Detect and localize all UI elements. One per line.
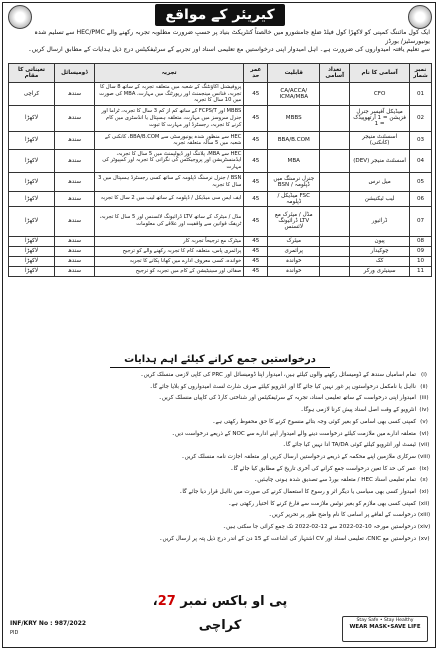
instructions-heading: درخواستیں جمع کرانے کیلئے اہم ہدایات — [110, 353, 330, 368]
cell-serial: 05 — [410, 172, 432, 191]
wear-mask-badge — [342, 616, 428, 642]
cell-count — [320, 236, 350, 246]
cell-post: CFO — [350, 83, 410, 106]
instruction-text: امیدوار کسی بھی سیاسی یا دیگر اثر و رسوخ کا استعمال کرنے کی صورت میں نااہل قرار دیا جائے گا۔ — [179, 489, 416, 496]
instruction-text: ٹیسٹ اور انٹرویو کیلئے کوئی TA/DA ادا نہیں کیا جائے گا۔ — [282, 442, 416, 449]
instruction-number: (ii) — [420, 383, 428, 390]
cell-qualification: MBBS — [268, 105, 320, 131]
cell-serial: 01 — [410, 83, 432, 106]
header-age: عمر حد — [244, 64, 268, 83]
table-row — [9, 131, 432, 149]
cell-experience: مڈل / میٹرک کے ساتھ LTV ڈرائیونگ لائسنس اور 5 سال کا تجربہ، ٹریفک قوانین سے واقفیت اور علاقے کی معلومات — [94, 206, 243, 236]
cell-location: لاکھڑا — [9, 246, 55, 256]
instruction-number: (vi) — [419, 430, 429, 437]
cell-domicile: سندھ — [54, 191, 94, 206]
cell-serial: 09 — [410, 246, 432, 256]
cell-count — [320, 246, 350, 256]
po-box-number: 27 — [157, 594, 176, 609]
cell-count — [320, 266, 350, 276]
table-row — [9, 256, 432, 266]
instruction-text: تمام تعلیمی اسناد HEC / متعلقہ بورڈ سے تصدیق شدہ ہونی چاہئیں۔ — [253, 477, 416, 484]
cell-domicile: سندھ — [54, 206, 94, 236]
table-row — [9, 191, 432, 206]
cell-experience: ایف ایس سی میڈیکل / ڈپلومہ کے ساتھ لیب میں 2 سال کا تجربہ — [94, 191, 243, 206]
cell-location: لاکھڑا — [9, 236, 55, 246]
badge-line1: Stay Safe • Stay Healthy — [356, 618, 414, 623]
instruction-number: (x) — [420, 477, 428, 484]
cell-location: لاکھڑا — [9, 266, 55, 276]
emblem-icon-right — [408, 5, 432, 29]
instruction-number: (v) — [420, 418, 428, 425]
cell-age: 45 — [244, 256, 268, 266]
cell-experience: HEC سے MBA، پلاننگ اور ڈیولپمنٹ میں 5 سال کا تجربہ، ایڈمنسٹریشن اور پروجیکٹس کی نگرانی کا تجربہ اور کمپیوٹر کی مہارت — [94, 149, 243, 172]
cell-post: لیب ٹیکنیشن — [350, 191, 410, 206]
instruction-item — [8, 464, 432, 476]
cell-age: 45 — [244, 149, 268, 172]
cell-post: پیون — [350, 236, 410, 246]
instruction-text: امیدوار اپنی درخواست کے ساتھ تعلیمی اسناد، تجربہ کے سرٹیفکیٹس اور شناختی کارڈ کی کاپیاں منسلک کریں۔ — [158, 395, 416, 402]
header-serial: نمبر شمار — [410, 64, 432, 83]
cell-experience: صفائی اور سینیٹیشن کے کام میں تجربہ کو ترجیح — [94, 266, 243, 276]
cell-count — [320, 149, 350, 172]
instruction-item — [8, 534, 432, 546]
cell-location: لاکھڑا — [9, 206, 55, 236]
cell-age: 45 — [244, 266, 268, 276]
cell-domicile: سندھ — [54, 131, 94, 149]
cell-post: اسسٹنٹ منیجر (DEV) — [350, 149, 410, 172]
instruction-item — [8, 393, 432, 405]
instruction-text: کمپنی کسی بھی اسامی کو بغیر کوئی وجہ بتائے منسوخ کرنے کا حق محفوظ رکھتی ہے۔ — [212, 418, 416, 425]
header-post: آسامی کا نام — [350, 64, 410, 83]
table-row — [9, 246, 432, 256]
table-row — [9, 105, 432, 131]
cell-experience: میٹرک مع ترجیحاً تجربہ کار — [94, 236, 243, 246]
instruction-item — [8, 499, 432, 511]
cell-experience: خواندہ، کسی معروف ادارے میں کھانا پکانے کا تجربہ — [94, 256, 243, 266]
table-row — [9, 172, 432, 191]
instruction-item — [8, 440, 432, 452]
instruction-number: (i) — [421, 372, 427, 378]
instruction-item — [8, 475, 432, 487]
cell-age: 45 — [244, 191, 268, 206]
intro-line: سے تعلیم یافتہ امیدواروں کی ضرورت ہے۔ اہل امیدوار اپنی درخواستیں مع تعلیمی اسناد اور تجربے کے سرٹیفکیٹس درج ذیل ہدایات کے مطابق ارسال کریں۔ — [28, 46, 430, 53]
cell-qualification: FSC میڈیکل / ڈپلومہ — [268, 191, 320, 206]
header-count: تعداد آسامی — [320, 64, 350, 83]
cell-post: میل نرس — [350, 172, 410, 191]
cell-post: ڈرائیور — [350, 206, 410, 236]
cell-age: 45 — [244, 206, 268, 236]
cell-location: لاکھڑا — [9, 191, 55, 206]
cell-domicile: سندھ — [54, 83, 94, 106]
instruction-number: (xv) — [418, 535, 430, 542]
table-row — [9, 236, 432, 246]
instruction-text: متعلقہ ادارے میں ملازمت کیلئے درخواست دینے والے امیدوار اپنے ادارے سے NOC کے ذریعے درخواست دیں۔ — [171, 430, 416, 437]
instruction-number: (xii) — [418, 500, 430, 507]
cell-age: 45 — [244, 246, 268, 256]
cell-qualification: مڈل / میٹرک مع LTV ڈرائیونگ لائسنس — [268, 206, 320, 236]
instruction-item — [8, 510, 432, 522]
cell-serial: 10 — [410, 256, 432, 266]
cell-qualification: میٹرک — [268, 236, 320, 246]
cell-location: لاکھڑا — [9, 256, 55, 266]
instruction-item — [8, 417, 432, 429]
reference-number: INF/KRY No : 987/2022 — [10, 620, 87, 627]
header-domicile: ڈومیسائل — [54, 64, 94, 83]
instruction-number: (vii) — [418, 442, 430, 449]
cell-experience: MBBS اور FCPS/T کے ساتھ کم از کم 3 سال کا تجربہ، ٹراما اور جنرل سروسز میں مہارت، متعلقہ ہسپتال یا انڈسٹری میں کام کرنے کا تجربہ، رجسٹرڈ اور مہارت کا ثبوت — [94, 105, 243, 131]
instruction-number: (xiv) — [417, 524, 431, 531]
cell-domicile: سندھ — [54, 266, 94, 276]
cell-location: لاکھڑا — [9, 172, 55, 191]
cell-experience: BSN / جنرل نرسنگ ڈپلومہ کے ساتھ کسی رجسٹرڈ ہسپتال میں 3 سال کا تجربہ — [94, 172, 243, 191]
intro-line: ایک کول مائننگ کمپنی کو لاکھڑا کول فیلڈ ضلع جامشورو میں خالصتاً کنٹریکٹ بنیاد پر حسبِ ضرورت مطلوبہ تجربہ رکھنے والے HEC/PMC سے تسلیم شدہ یونیورسٹیز/ بورڈز — [34, 29, 430, 45]
badge-line2: WEAR MASK•SAVE LIFE — [349, 624, 421, 630]
instruction-text: کمپنی کسی بھی ملازم کو بغیر نوٹس ملازمت سے فارغ کرنے کا اختیار رکھتی ہے۔ — [228, 500, 416, 507]
instruction-item — [8, 405, 432, 417]
po-box-address — [150, 590, 290, 633]
cell-count — [320, 105, 350, 131]
header-qualification: قابلیت — [268, 64, 320, 83]
header-experience: تجربہ — [94, 64, 243, 83]
emblem-icon-left — [8, 5, 32, 29]
table-row — [9, 149, 432, 172]
instruction-item — [8, 487, 432, 499]
cell-age: 45 — [244, 172, 268, 191]
instruction-text: تمام اسامیاں سندھ کے ڈومیسائل رکھنے والوں کیلئے ہیں، امیدوار اپنا ڈومیسائل اور PRC کی کاپی لازمی منسلک کریں۔ — [140, 372, 416, 378]
intro-text — [10, 29, 430, 55]
cell-experience: پروفیشنل اکاؤنٹنگ کے شعبہ میں متعلقہ تجربہ کے ساتھ 8 سال کا تجربہ، فنانس مینجمنٹ اور رپورٹنگ میں مہارت، MBA کی صورت میں 10 سال کا تجربہ — [94, 83, 243, 106]
cell-age: 45 — [244, 105, 268, 131]
cell-experience: HEC سے منظور شدہ یونیورسٹی سے BBA/B.COM، کانکنی کے شعبہ میں 5 سالہ متعلقہ تجربہ — [94, 131, 243, 149]
cell-count — [320, 131, 350, 149]
cell-serial: 04 — [410, 149, 432, 172]
cell-post: میڈیکل آفیسر جنرل فزیشن = 1 آرتھوپیڈک = 1 — [350, 105, 410, 131]
cell-post: اسسٹنٹ منیجر (کانکنی) — [350, 131, 410, 149]
cell-qualification: جنرل نرسنگ میں ڈپلومہ / BSN — [268, 172, 320, 191]
po-box-prefix: پی او باکس نمبر — [180, 594, 288, 609]
table-row — [9, 206, 432, 236]
instruction-number: (iv) — [419, 407, 429, 414]
cell-domicile: سندھ — [54, 246, 94, 256]
instruction-text: درخواستیں مورخہ 10-02-2022 سے 12-02-2022 تک جمع کرائی جا سکتی ہیں۔ — [222, 524, 416, 531]
cell-location: لاکھڑا — [9, 105, 55, 131]
instruction-number: (viii) — [417, 453, 431, 460]
instruction-number: (ix) — [419, 465, 429, 472]
cell-count — [320, 206, 350, 236]
cell-age: 45 — [244, 236, 268, 246]
cell-count — [320, 191, 350, 206]
table-header-row — [9, 64, 432, 83]
cell-count — [320, 172, 350, 191]
instruction-text: درخواست کے لفافے پر اسامی کا نام واضح طور پر تحریر کریں۔ — [268, 512, 416, 519]
cell-post: چوکیدار — [350, 246, 410, 256]
cell-qualification: CA/ACCA/ ICMA/MBA — [268, 83, 320, 106]
instruction-text: درخواستیں مع CNIC، تعلیمی اسناد اور CV اشتہار کی اشاعت کے 15 دن کے اندر درج ذیل پتہ پر ارسال کریں۔ — [159, 535, 416, 542]
page-title: کیریئر کے مواقع — [155, 4, 285, 26]
cell-serial: 06 — [410, 191, 432, 206]
table-row — [9, 266, 432, 276]
cell-qualification: BBA/B.COM — [268, 131, 320, 149]
instruction-number: (xi) — [419, 489, 429, 496]
cell-qualification: پرائمری — [268, 246, 320, 256]
instruction-number: (iii) — [419, 395, 429, 402]
cell-serial: 02 — [410, 105, 432, 131]
instruction-number: (xiii) — [417, 512, 431, 519]
instruction-text: سرکاری ملازمین اپنے محکمہ کے ذریعے درخواستیں ارسال کریں اور متعلقہ اجازت نامہ منسلک کریں۔ — [181, 453, 416, 460]
pid-label: PID — [10, 630, 19, 636]
cell-serial: 03 — [410, 131, 432, 149]
header-location: تعیناتی کا مقام — [9, 64, 55, 83]
cell-location: لاکھڑا — [9, 149, 55, 172]
cell-domicile: سندھ — [54, 149, 94, 172]
instruction-text: انٹرویو کے وقت اصل اسناد پیش کرنا لازمی ہوگا۔ — [300, 407, 416, 414]
instruction-item — [8, 370, 432, 382]
cell-qualification: خواندہ — [268, 266, 320, 276]
cell-count — [320, 83, 350, 106]
cell-qualification: خواندہ — [268, 256, 320, 266]
cell-age: 45 — [244, 131, 268, 149]
cell-serial: 07 — [410, 206, 432, 236]
cell-serial: 11 — [410, 266, 432, 276]
cell-post: سینیٹری ورکر — [350, 266, 410, 276]
cell-qualification: MBA — [268, 149, 320, 172]
cell-domicile: سندھ — [54, 172, 94, 191]
cell-domicile: سندھ — [54, 105, 94, 131]
instruction-text: نااہل یا نامکمل درخواستوں پر غور نہیں کیا جائے گا اور انٹرویو کیلئے صرف شارٹ لسٹ امیدواروں کو بلایا جائے گا۔ — [149, 383, 416, 390]
instruction-item — [8, 452, 432, 464]
cell-domicile: سندھ — [54, 236, 94, 246]
cell-location: لاکھڑا — [9, 131, 55, 149]
instruction-item — [8, 522, 432, 534]
table-row — [9, 83, 432, 106]
cell-location: کراچی — [9, 83, 55, 106]
instructions-list — [8, 370, 432, 546]
jobs-table — [8, 63, 432, 277]
instruction-item — [8, 382, 432, 394]
cell-experience: پرائمری پاس، متعلقہ کام کا تجربہ رکھنے والے کو ترجیح — [94, 246, 243, 256]
cell-age: 45 — [244, 83, 268, 106]
cell-domicile: سندھ — [54, 256, 94, 266]
cell-serial: 08 — [410, 236, 432, 246]
instruction-item — [8, 429, 432, 441]
cell-count — [320, 256, 350, 266]
instruction-text: عمر کی حد کا تعین درخواست جمع کرانے کی آخری تاریخ کے مطابق کیا جائے گا۔ — [230, 465, 416, 472]
po-box-city: ، کراچی — [152, 594, 242, 633]
cell-post: کک — [350, 256, 410, 266]
